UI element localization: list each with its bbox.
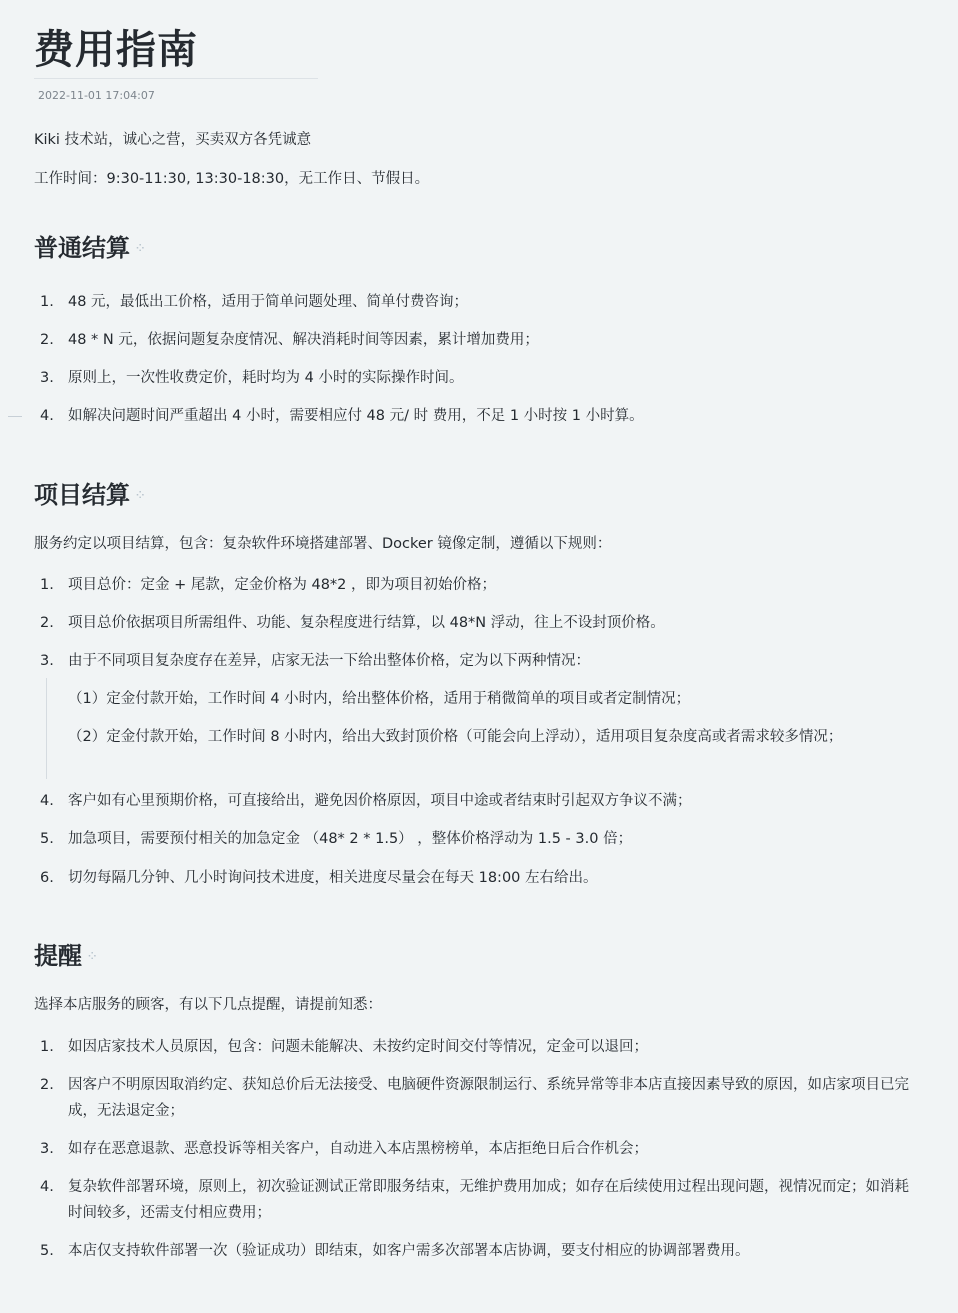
publish-timestamp: 2022-11-01 17:04:07 <box>38 89 155 102</box>
list-item-number: 4. <box>40 1179 54 1195</box>
page-title: 费用指南 <box>34 27 198 73</box>
list-item-number: 2. <box>40 1077 54 1093</box>
list-item-number: 5. <box>40 1243 54 1259</box>
list-item-number: 3. <box>40 1141 54 1157</box>
list-item-text: 因客户不明原因取消约定、获知总价后无法接受、电脑硬件资源限制运行、系统异常等非本店直接因素导致的原因，如店家项目已完成，无法退定金； <box>68 1077 909 1119</box>
list-item-text: 项目总价依据项目所需组件、功能、复杂程度进行结算，以 48*N 浮动，往上不设封顶价格。 <box>68 615 665 631</box>
list-item-text: 如因店家技术人员原因，包含：问题未能解决、未按约定时间交付等情况，定金可以退回； <box>68 1039 648 1055</box>
section-heading-project-text: 项目结算 <box>34 481 130 509</box>
section-heading-normal-text: 普通结算 <box>34 234 130 262</box>
list-item-text: 如解决问题时间严重超出 4 小时，需要相应付 48 元/ 时 费用，不足 1 小时按 1 小时算。 <box>68 408 644 424</box>
side-marker <box>8 416 22 417</box>
list-item-text: 项目总价：定金 + 尾款，定金价格为 48*2 ，即为项目初始价格； <box>68 577 497 593</box>
section-heading-reminder-text: 提醒 <box>34 942 82 970</box>
list-item-number: 1. <box>40 1039 54 1055</box>
list-item-text: 原则上，一次性收费定价，耗时均为 4 小时的实际操作时间。 <box>68 370 464 386</box>
list-item-number: 4. <box>40 793 54 809</box>
anchor-dots-icon: ⁘ <box>88 951 96 962</box>
anchor-dots-icon: ⁘ <box>136 490 144 501</box>
list-item-number: 1. <box>40 577 54 593</box>
list-item-text: 48 * N 元，依据问题复杂度情况、解决消耗时间等因素，累计增加费用； <box>68 332 539 348</box>
list-item-text: 加急项目，需要预付相关的加急定金 （48* 2 * 1.5） ，整体价格浮动为 1.5 - 3.0 倍； <box>68 831 633 847</box>
list-item-number: 1. <box>40 294 54 310</box>
list-item-text: 客户如有心里预期价格，可直接给出，避免因价格原因，项目中途或者结束时引起双方争议不满； <box>68 793 692 809</box>
sub-item: （1）定金付款开始，工作时间 4 小时内，给出整体价格，适用于稍微简单的项目或者定制情况； <box>68 691 691 707</box>
list-item-number: 5. <box>40 831 54 847</box>
list-item-text: 48 元，最低出工价格，适用于简单问题处理、简单付费咨询； <box>68 294 469 310</box>
section-heading-reminder <box>34 940 95 973</box>
project-lead: 服务约定以项目结算，包含：复杂软件环境搭建部署、Docker 镜像定制，遵循以下规则： <box>34 536 612 552</box>
work-hours-line: 工作时间：9:30-11:30, 13:30-18:30，无工作日、节假日。 <box>34 171 430 187</box>
list-item-text: 如存在恶意退款、恶意投诉等相关客户，自动进入本店黑榜榜单，本店拒绝日后合作机会； <box>68 1141 648 1157</box>
list-item-number: 2. <box>40 332 54 348</box>
section-heading-normal <box>34 232 143 265</box>
list-item-text: 本店仅支持软件部署一次（验证成功）即结束，如客户需多次部署本店协调，要支付相应的协调部署费用。 <box>68 1243 750 1259</box>
sub-item: （2）定金付款开始，工作时间 8 小时内，给出大致封顶价格（可能会向上浮动），适用项目复杂度高或者需求较多情况； <box>68 729 843 745</box>
list-item-text: 切勿每隔几分钟、几小时询问技术进度，相关进度尽量会在每天 18:00 左右给出。 <box>68 870 598 886</box>
blockquote-bar <box>46 678 47 779</box>
list-item-text: 复杂软件部署环境，原则上，初次验证测试正常即服务结束，无维护费用加成；如存在后续使用过程出现问题，视情况而定；如消耗时间较多，还需支付相应费用； <box>68 1179 909 1221</box>
intro-line: Kiki 技术站，诚心之营，买卖双方各凭诚意 <box>34 132 312 148</box>
anchor-dots-icon: ⁘ <box>136 243 144 254</box>
list-item-number: 3. <box>40 370 54 386</box>
list-item-number: 3. <box>40 653 54 669</box>
list-item-text: 由于不同项目复杂度存在差异，店家无法一下给出整体价格，定为以下两种情况： <box>68 653 590 669</box>
reminder-lead: 选择本店服务的顾客，有以下几点提醒，请提前知悉： <box>34 997 382 1013</box>
list-item-number: 4. <box>40 408 54 424</box>
title-divider <box>34 78 318 79</box>
list-item-number: 2. <box>40 615 54 631</box>
list-item-number: 6. <box>40 870 54 886</box>
section-heading-project <box>34 479 143 512</box>
